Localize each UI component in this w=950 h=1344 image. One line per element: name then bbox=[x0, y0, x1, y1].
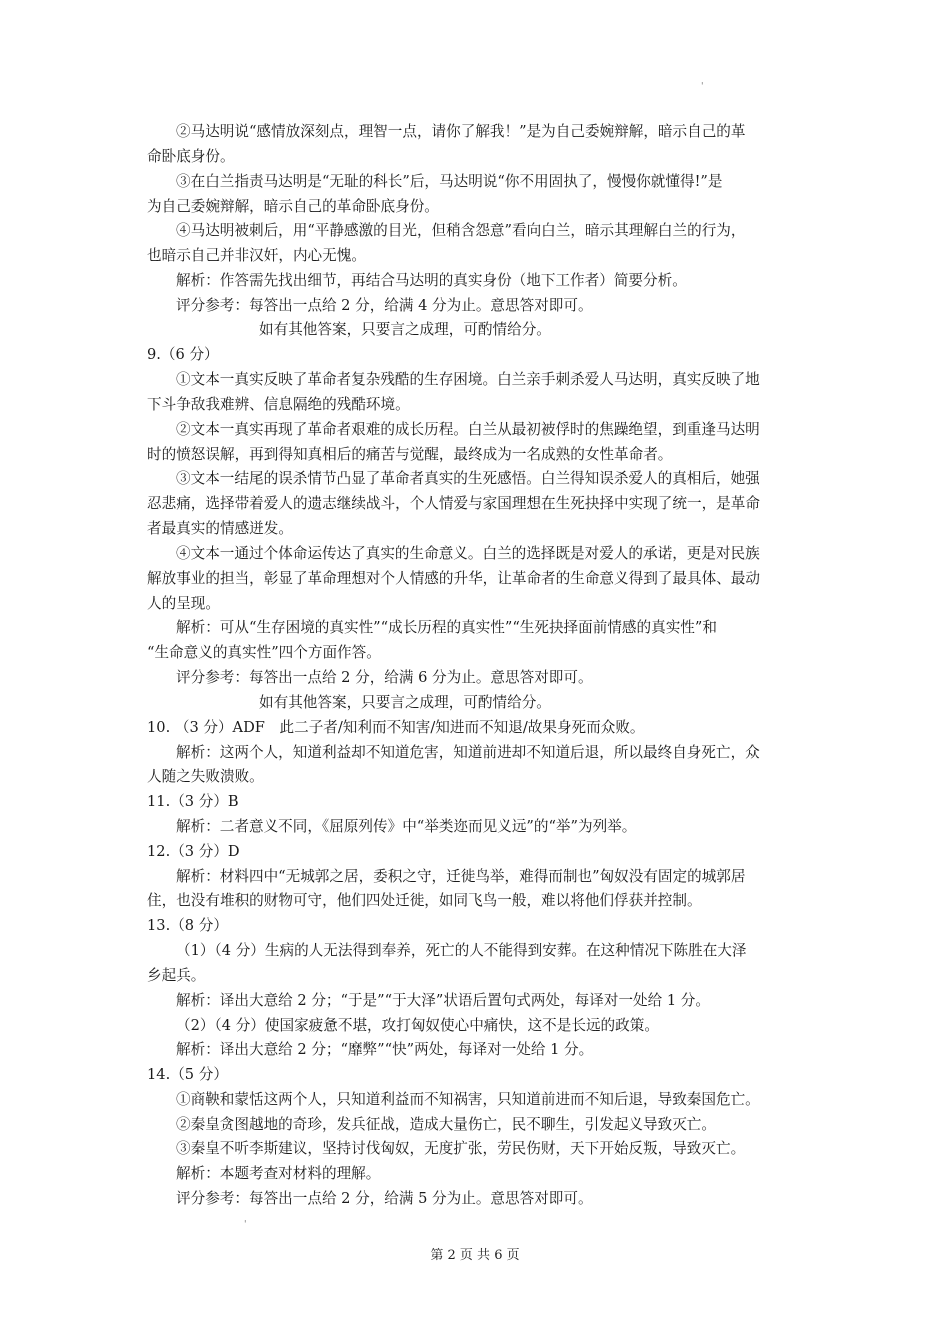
text-line: ④文本一通过个体命运传达了真实的生命意义。白兰的选择既是对爱人的承诺，更是对民族 bbox=[176, 545, 760, 562]
text-line: 命卧底身份。 bbox=[147, 148, 235, 165]
text-line: “生命意义的真实性”四个方面作答。 bbox=[147, 644, 381, 661]
question-heading: 14.（5 分） bbox=[147, 1066, 228, 1083]
text-line: 评分参考：每答出一点给 2 分，给满 6 分为止。意思答对即可。 bbox=[176, 669, 593, 686]
text-line: 住，也没有堆积的财物可守，他们四处迁徙，如同飞鸟一般，难以将他们俘获并控制。 bbox=[147, 892, 702, 909]
text-line: ③文本一结尾的误杀情节凸显了革命者真实的生死感悟。白兰得知误杀爱人的真相后，她强 bbox=[176, 470, 760, 487]
text-line: 也暗示自己并非汉奸，内心无愧。 bbox=[147, 247, 366, 264]
text-line: 乡起兵。 bbox=[147, 967, 206, 984]
page-footer: 第 2 页 共 6 页 bbox=[430, 1248, 520, 1263]
text-line: 人的呈现。 bbox=[147, 595, 220, 612]
text-line: 解析：译出大意给 2 分；“靡弊”“快”两处，每译对一处给 1 分。 bbox=[176, 1041, 594, 1058]
text-line: 者最真实的情感迸发。 bbox=[147, 520, 293, 537]
text-line: 为自己委婉辩解，暗示自己的革命卧底身份。 bbox=[147, 198, 439, 215]
text-line: ②文本一真实再现了革命者艰难的成长历程。白兰从最初被俘时的焦躁绝望，到重逢马达明 bbox=[176, 421, 760, 438]
text-line: 评分参考：每答出一点给 2 分，给满 5 分为止。意思答对即可。 bbox=[176, 1190, 593, 1207]
text-line: ④马达明被刺后，用“平静感激的目光，但稍含怨意”看向白兰，暗示其理解白兰的行为， bbox=[176, 222, 746, 239]
text-line: ②马达明说“感情放深刻点，理智一点，请你了解我！”是为自己委婉辩解，暗示自己的革 bbox=[176, 123, 746, 140]
text-line: 人随之失败溃败。 bbox=[147, 768, 264, 785]
footer-mark: ' bbox=[244, 1220, 247, 1230]
text-line: 解析：本题考查对材料的理解。 bbox=[176, 1165, 381, 1182]
text-line: 解析：作答需先找出细节，再结合马达明的真实身份（地下工作者）简要分析。 bbox=[176, 272, 687, 289]
question-heading: 11.（3 分）B bbox=[147, 793, 239, 810]
text-line: ①商鞅和蒙恬这两个人，只知道利益而不知祸害，只知道前进而不知后退，导致秦国危亡。 bbox=[176, 1091, 760, 1108]
question-heading: 13.（8 分） bbox=[147, 917, 228, 934]
text-line: ①文本一真实反映了革命者复杂残酷的生存困境。白兰亲手刺杀爱人马达明，真实反映了地 bbox=[176, 371, 760, 388]
text-line: 如有其他答案，只要言之成理，可酌情给分。 bbox=[259, 694, 551, 711]
text-line: （2）（4 分）使国家疲惫不堪，攻打匈奴使心中痛快，这不是长远的政策。 bbox=[176, 1017, 659, 1034]
text-line: ②秦皇贪图越地的奇珍，发兵征战，造成大量伤亡，民不聊生，引发起义导致灭亡。 bbox=[176, 1116, 716, 1133]
text-line: 忍悲痛，选择带着爱人的遗志继续战斗，个人情爱与家国理想在生死抉择中实现了统一，是革命 bbox=[147, 495, 760, 512]
question-heading: 9.（6 分） bbox=[147, 346, 219, 363]
text-line: ③秦皇不听李斯建议，坚持讨伐匈奴，无度扩张，劳民伤财，天下开始反叛，导致灭亡。 bbox=[176, 1140, 746, 1157]
text-line: 解放事业的担当，彰显了革命理想对个人情感的升华，让革命者的生命意义得到了最具体、最动 bbox=[147, 570, 760, 587]
text-line: 如有其他答案，只要言之成理，可酌情给分。 bbox=[259, 321, 551, 338]
text-line: 解析：可从“生存困境的真实性”“成长历程的真实性”“生死抉择面前情感的真实性”和 bbox=[176, 619, 717, 636]
text-line: 时的愤怒误解，再到得知真相后的痛苦与觉醒，最终成为一名成熟的女性革命者。 bbox=[147, 446, 673, 463]
text-line: 解析：译出大意给 2 分；“于是”“于大泽”状语后置句式两处，每译对一处给 1 分。 bbox=[176, 992, 710, 1009]
text-line: 评分参考：每答出一点给 2 分，给满 4 分为止。意思答对即可。 bbox=[176, 297, 593, 314]
text-line: ③在白兰指责马达明是“无耻的科长”后，马达明说“你不用固执了，慢慢你就懂得!”是 bbox=[176, 173, 723, 190]
text-line: 解析：这两个人，知道利益却不知道危害，知道前进却不知道后退，所以最终自身死亡，众 bbox=[176, 744, 760, 761]
text-line: 解析：二者意义不同，《屈原列传》中“举类迩而见义远”的“举”为列举。 bbox=[176, 818, 637, 835]
text-line: （1）（4 分）生病的人无法得到奉养，死亡的人不能得到安葬。在这种情况下陈胜在大泽 bbox=[176, 942, 747, 959]
text-line: 解析：材料四中“无城郭之居，委积之守，迁徙鸟举，难得而制也”匈奴没有固定的城郭居 bbox=[176, 868, 746, 885]
text-line: 下斗争敌我难辨、信息隔绝的残酷环境。 bbox=[147, 396, 410, 413]
question-heading: 10. （3 分）ADF 此二子者/知利而不知害/知进而不知退/故果身死而众败。 bbox=[147, 719, 645, 736]
header-mark: ' bbox=[701, 82, 704, 92]
question-heading: 12.（3 分）D bbox=[147, 843, 240, 860]
